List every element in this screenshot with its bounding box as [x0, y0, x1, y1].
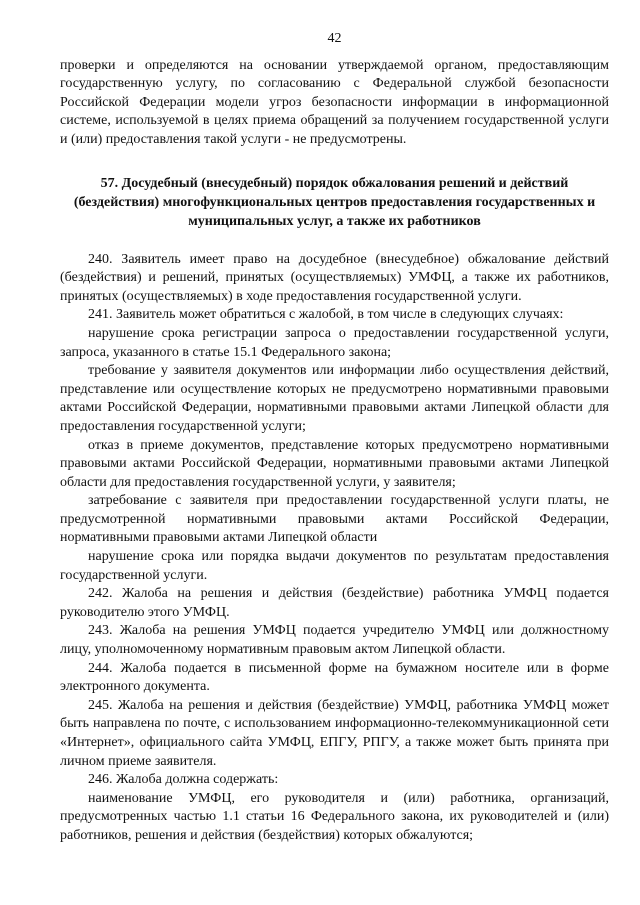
list-item-registration-violation: нарушение срока регистрации запроса о предоставлении государственной услуги, запроса, указанного в статье 15.1 Федерального закона;: [60, 325, 609, 360]
list-item-document-requirement: требование у заявителя документов или информации либо осуществления действий, представление или осуществление которых не предусмотрено нормативными правовыми актами Российской Федерации, нормативными правовыми актами Липецкой области для предоставления государственной услуги;: [60, 363, 609, 434]
paragraph-243: 243. Жалоба на решения УМФЦ подается учредителю УМФЦ или должностному лицу, уполномоченному нормативным правовым актом Липецкой области.: [60, 623, 609, 658]
document-page: [60, 30, 609, 846]
paragraph-242: 242. Жалоба на решения и действия (бездействие) работника УМФЦ подается руководителю этого УМФЦ.: [60, 586, 609, 620]
paragraph-240: 240. Заявитель имеет право на досудебное (внесудебное) обжалование действий (бездействия) и решений, принятых (осуществляемых) УМФЦ, а также их работников, принятых (осуществляемых) в ходе предоставления государственной услуги.: [60, 251, 609, 304]
list-item-complaint-content: наименование УМФЦ, его руководителя и (или) работника, организаций, предусмотренных частью 1.1 статьи 16 Федерального закона, их руководителей и (или) работников, решения и действия (бездействия) которых обжалуются;: [60, 790, 609, 843]
list-item-issuance-violation: нарушение срока или порядка выдачи документов по результатам предоставления государственной услуги.: [60, 549, 609, 583]
paragraph-241: 241. Заявитель может обратиться с жалобой, в том числе в следующих случаях:: [88, 307, 564, 323]
paragraph-244: 244. Жалоба подается в письменной форме на бумажном носителе или в форме электронного документа.: [60, 660, 609, 695]
section-heading: 57. Досудебный (внесудебный) порядок обжалования решений и действий (бездействия) многофункциональных центров предоставления государственных и муниципальных услуг, а также их работников: [73, 175, 596, 229]
list-item-refusal: отказ в приеме документов, представление которых предусмотрено нормативными правовыми актами Российской Федерации, нормативными правовыми актами Липецкой области для предоставления государственной услуги, у заявителя;: [60, 437, 609, 490]
paragraph-246: 246. Жалоба должна содержать:: [88, 772, 279, 788]
intro-paragraph: проверки и определяются на основании утверждаемой органом, предоставляющим государственную услугу, по согласованию с Федеральной службой безопасности Российской Федерации модели угроз безопасности информации в информационной системе, используемой в целях приема обращений за получением государственной услуги и (или) предоставления такой услуги - не предусмотрены.: [60, 57, 609, 147]
paragraph-245: 245. Жалоба на решения и действия (бездействие) УМФЦ, работника УМФЦ может быть направлена по почте, с использованием информационно-телекоммуникационной сети «Интернет», официального сайта УМФЦ, ЕПГУ, РПГУ, а также может быть принята при личном приеме заявителя.: [60, 697, 609, 769]
list-item-fee-demand: затребование с заявителя при предоставлении государственной услуги платы, не предусмотренной нормативными правовыми актами Российской Федерации, нормативными правовыми актами Липецкой области: [60, 493, 609, 546]
page-number: 42: [327, 31, 342, 46]
